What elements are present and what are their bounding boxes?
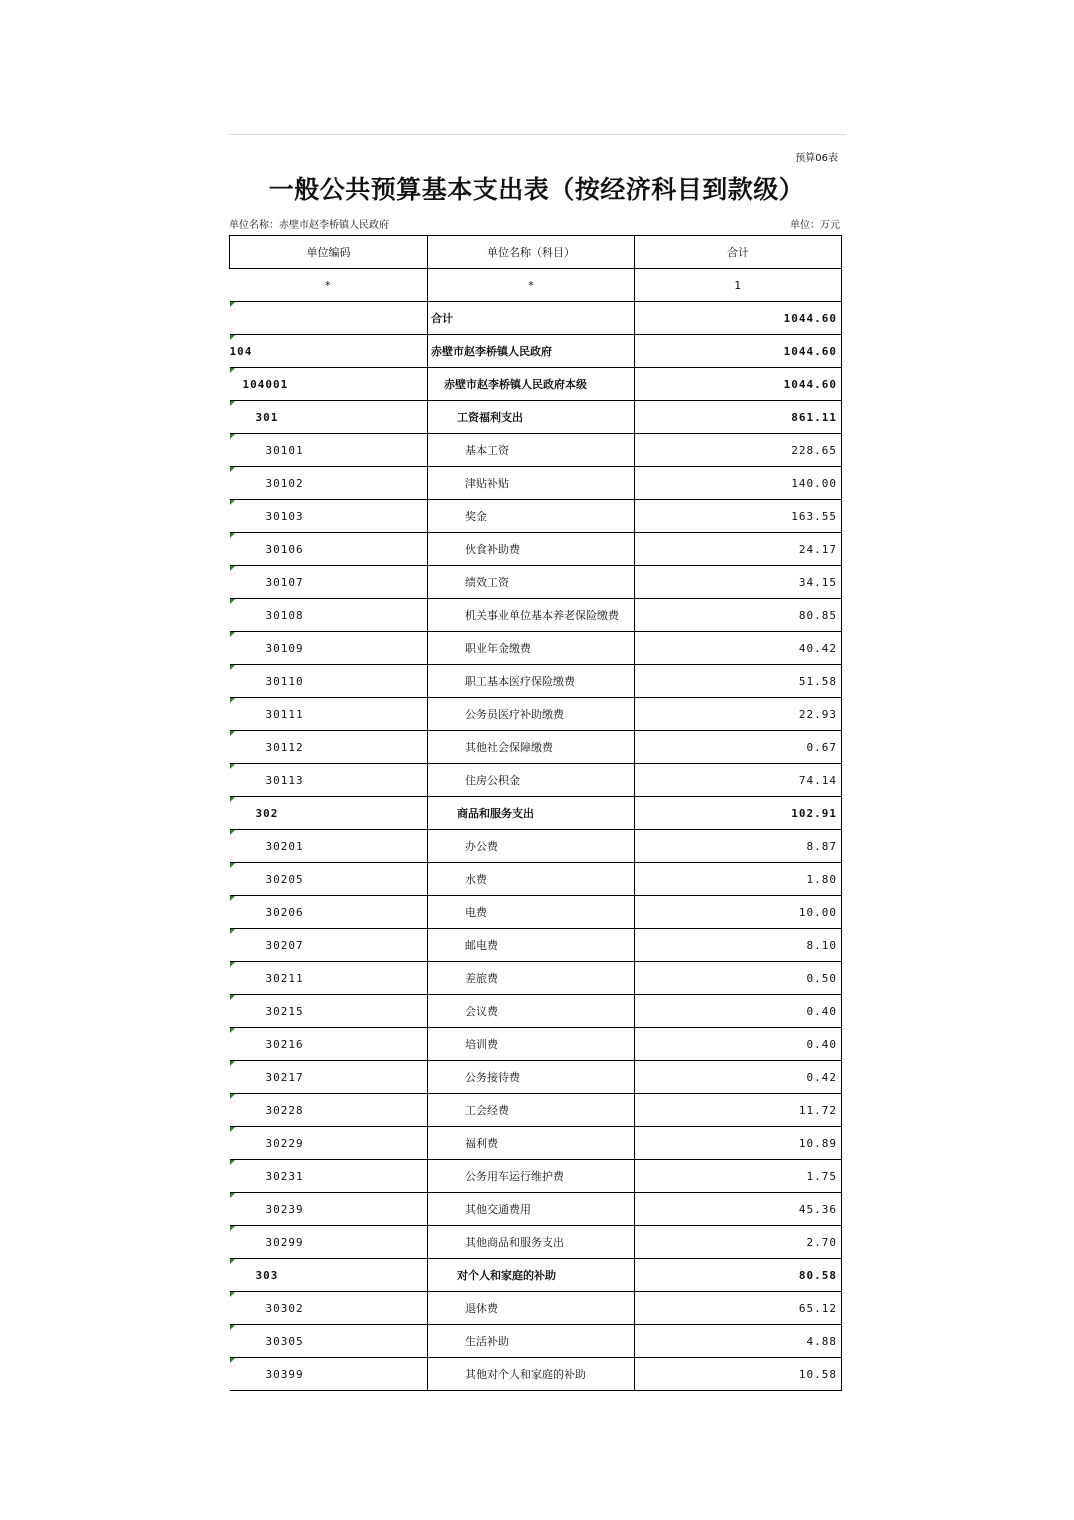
row-code: 30107 bbox=[265, 575, 304, 589]
row-name: 邮电费 bbox=[465, 939, 498, 952]
row-code-cell bbox=[230, 1226, 428, 1259]
row-code-cell bbox=[230, 1358, 428, 1391]
top-rule bbox=[229, 134, 846, 135]
row-name: 会议费 bbox=[465, 1005, 498, 1018]
table-row bbox=[230, 467, 842, 500]
row-code: 30108 bbox=[265, 608, 304, 622]
row-code-cell bbox=[230, 830, 428, 863]
cell-marker-icon bbox=[230, 797, 235, 802]
table-row bbox=[230, 1028, 842, 1061]
cell-marker-icon bbox=[230, 731, 235, 736]
row-code: 30299 bbox=[265, 1235, 304, 1249]
row-name: 津贴补贴 bbox=[465, 477, 509, 490]
row-code-cell bbox=[230, 1193, 428, 1226]
row-code-cell bbox=[230, 1259, 428, 1292]
row-name: 商品和服务支出 bbox=[457, 807, 534, 820]
row-name-cell bbox=[428, 632, 635, 665]
row-name: 住房公积金 bbox=[465, 774, 520, 787]
row-name-cell bbox=[428, 764, 635, 797]
row-name-cell bbox=[428, 1226, 635, 1259]
table-row bbox=[230, 995, 842, 1028]
row-code: 30399 bbox=[265, 1367, 304, 1381]
table-row bbox=[230, 929, 842, 962]
row-name: 公务用车运行维护费 bbox=[465, 1170, 564, 1183]
row-amount: 0.40 bbox=[635, 995, 842, 1028]
row-amount: 861.11 bbox=[635, 401, 842, 434]
cell-marker-icon bbox=[230, 500, 235, 505]
row-amount: 24.17 bbox=[635, 533, 842, 566]
cell-marker-icon bbox=[230, 1325, 235, 1330]
row-name: 福利费 bbox=[465, 1137, 498, 1150]
table-row bbox=[230, 1127, 842, 1160]
row-code: 30216 bbox=[265, 1037, 304, 1051]
table-row bbox=[230, 698, 842, 731]
table-row bbox=[230, 632, 842, 665]
subheader-total: 1 bbox=[635, 269, 842, 302]
header-total: 合计 bbox=[635, 236, 842, 269]
row-code-cell bbox=[230, 1028, 428, 1061]
row-code: 30101 bbox=[265, 443, 304, 457]
row-name-cell bbox=[428, 566, 635, 599]
row-name: 伙食补助费 bbox=[465, 543, 520, 556]
row-name-cell bbox=[428, 467, 635, 500]
table-row bbox=[230, 764, 842, 797]
row-code-cell bbox=[230, 467, 428, 500]
row-code-cell bbox=[230, 896, 428, 929]
row-name: 公务接待费 bbox=[465, 1071, 520, 1084]
unit-label: 单位：万元 bbox=[790, 220, 840, 231]
row-amount: 65.12 bbox=[635, 1292, 842, 1325]
table-row bbox=[230, 1358, 842, 1391]
row-amount: 1044.60 bbox=[635, 368, 842, 401]
table-row bbox=[230, 1292, 842, 1325]
cell-marker-icon bbox=[230, 830, 235, 835]
row-amount: 0.40 bbox=[635, 1028, 842, 1061]
row-name: 电费 bbox=[465, 906, 487, 919]
row-code: 30207 bbox=[265, 938, 304, 952]
table-row bbox=[230, 1160, 842, 1193]
row-amount: 1.80 bbox=[635, 863, 842, 896]
row-name-cell bbox=[428, 797, 635, 830]
row-name-cell bbox=[428, 1028, 635, 1061]
row-code-cell bbox=[230, 335, 428, 368]
row-name: 办公费 bbox=[465, 840, 498, 853]
cell-marker-icon bbox=[230, 632, 235, 637]
row-code: 30201 bbox=[265, 839, 304, 853]
row-amount: 163.55 bbox=[635, 500, 842, 533]
row-code-cell bbox=[230, 434, 428, 467]
cell-marker-icon bbox=[230, 1160, 235, 1165]
row-amount: 10.00 bbox=[635, 896, 842, 929]
row-code-cell bbox=[230, 863, 428, 896]
row-name: 基本工资 bbox=[465, 444, 509, 457]
row-code: 302 bbox=[255, 806, 279, 820]
row-name-cell bbox=[428, 533, 635, 566]
row-name-cell bbox=[428, 830, 635, 863]
unit-name-label: 单位名称：赤壁市赵李桥镇人民政府 bbox=[229, 220, 389, 231]
row-name-cell bbox=[428, 401, 635, 434]
table-header-row bbox=[230, 236, 842, 269]
cell-marker-icon bbox=[230, 995, 235, 1000]
cell-marker-icon bbox=[230, 368, 235, 373]
row-code: 303 bbox=[255, 1268, 279, 1282]
row-name: 奖金 bbox=[465, 510, 487, 523]
row-code-cell bbox=[230, 698, 428, 731]
row-code: 104001 bbox=[242, 377, 289, 391]
table-row bbox=[230, 830, 842, 863]
row-name-cell bbox=[428, 599, 635, 632]
row-code-cell bbox=[230, 962, 428, 995]
row-name: 赤壁市赵李桥镇人民政府本级 bbox=[444, 378, 587, 391]
table-row bbox=[230, 665, 842, 698]
subheader-name: * bbox=[428, 269, 635, 302]
cell-marker-icon bbox=[230, 698, 235, 703]
table-row bbox=[230, 500, 842, 533]
table-row bbox=[230, 797, 842, 830]
row-name-cell bbox=[428, 1325, 635, 1358]
row-code: 30103 bbox=[265, 509, 304, 523]
row-amount: 2.70 bbox=[635, 1226, 842, 1259]
cell-marker-icon bbox=[230, 929, 235, 934]
row-name-cell bbox=[428, 500, 635, 533]
row-code-cell bbox=[230, 731, 428, 764]
row-name-cell bbox=[428, 1193, 635, 1226]
row-code: 30211 bbox=[265, 971, 304, 985]
row-code-cell bbox=[230, 1094, 428, 1127]
row-name: 差旅费 bbox=[465, 972, 498, 985]
row-code-cell bbox=[230, 533, 428, 566]
row-code-cell bbox=[230, 401, 428, 434]
table-row bbox=[230, 335, 842, 368]
row-code: 30110 bbox=[265, 674, 304, 688]
row-code-cell bbox=[230, 797, 428, 830]
row-amount: 22.93 bbox=[635, 698, 842, 731]
cell-marker-icon bbox=[230, 1028, 235, 1033]
header-name: 单位名称（科目） bbox=[428, 236, 635, 269]
budget-table bbox=[229, 235, 842, 1391]
row-amount: 0.67 bbox=[635, 731, 842, 764]
row-code: 30206 bbox=[265, 905, 304, 919]
cell-marker-icon bbox=[230, 434, 235, 439]
table-row bbox=[230, 731, 842, 764]
row-amount: 34.15 bbox=[635, 566, 842, 599]
row-name-cell bbox=[428, 1292, 635, 1325]
row-code-cell bbox=[230, 1127, 428, 1160]
row-code-cell bbox=[230, 1061, 428, 1094]
row-code-cell bbox=[230, 566, 428, 599]
row-code: 301 bbox=[255, 410, 279, 424]
table-subheader-row bbox=[230, 269, 842, 302]
cell-marker-icon bbox=[230, 599, 235, 604]
row-name: 其他商品和服务支出 bbox=[465, 1236, 564, 1249]
row-code: 30302 bbox=[265, 1301, 304, 1315]
cell-marker-icon bbox=[230, 1127, 235, 1132]
row-code-cell bbox=[230, 632, 428, 665]
row-name: 绩效工资 bbox=[465, 576, 509, 589]
row-name-cell bbox=[428, 863, 635, 896]
row-amount: 8.87 bbox=[635, 830, 842, 863]
cell-marker-icon bbox=[230, 665, 235, 670]
row-name: 公务员医疗补助缴费 bbox=[465, 708, 564, 721]
row-code-cell bbox=[230, 302, 428, 335]
row-amount: 80.85 bbox=[635, 599, 842, 632]
row-code: 30215 bbox=[265, 1004, 304, 1018]
row-name-cell bbox=[428, 1127, 635, 1160]
table-row bbox=[230, 863, 842, 896]
row-name-cell bbox=[428, 731, 635, 764]
form-number: 预算06表 bbox=[795, 153, 838, 164]
cell-marker-icon bbox=[230, 1094, 235, 1099]
cell-marker-icon bbox=[230, 1193, 235, 1198]
row-name-cell bbox=[428, 995, 635, 1028]
table-body bbox=[230, 302, 842, 1391]
row-name-cell bbox=[428, 1160, 635, 1193]
row-amount: 10.58 bbox=[635, 1358, 842, 1391]
row-code: 30102 bbox=[265, 476, 304, 490]
row-amount: 1044.60 bbox=[635, 302, 842, 335]
row-name: 退休费 bbox=[465, 1302, 498, 1315]
row-code-cell bbox=[230, 1160, 428, 1193]
row-code-cell bbox=[230, 368, 428, 401]
row-amount: 4.88 bbox=[635, 1325, 842, 1358]
row-name: 其他对个人和家庭的补助 bbox=[465, 1368, 586, 1381]
row-name-cell bbox=[428, 1259, 635, 1292]
table-row bbox=[230, 1325, 842, 1358]
row-code: 30106 bbox=[265, 542, 304, 556]
row-name-cell bbox=[428, 962, 635, 995]
row-amount: 51.58 bbox=[635, 665, 842, 698]
row-code: 30205 bbox=[265, 872, 304, 886]
row-code: 30113 bbox=[265, 773, 304, 787]
row-name-cell bbox=[428, 929, 635, 962]
table-row bbox=[230, 368, 842, 401]
cell-marker-icon bbox=[230, 764, 235, 769]
table-row bbox=[230, 566, 842, 599]
row-name: 水费 bbox=[465, 873, 487, 886]
page-title: 一般公共预算基本支出表（按经济科目到款级） bbox=[268, 175, 805, 204]
cell-marker-icon bbox=[230, 1358, 235, 1363]
cell-marker-icon bbox=[230, 401, 235, 406]
row-amount: 102.91 bbox=[635, 797, 842, 830]
row-name-cell bbox=[428, 896, 635, 929]
table-row bbox=[230, 962, 842, 995]
row-name-cell bbox=[428, 665, 635, 698]
row-name-cell bbox=[428, 434, 635, 467]
row-name-cell bbox=[428, 1061, 635, 1094]
row-code: 30229 bbox=[265, 1136, 304, 1150]
row-code-cell bbox=[230, 929, 428, 962]
row-code: 30231 bbox=[265, 1169, 304, 1183]
row-amount: 11.72 bbox=[635, 1094, 842, 1127]
row-code-cell bbox=[230, 500, 428, 533]
row-code-cell bbox=[230, 665, 428, 698]
row-code-cell bbox=[230, 995, 428, 1028]
row-amount: 40.42 bbox=[635, 632, 842, 665]
row-name-cell bbox=[428, 302, 635, 335]
subheader-code: * bbox=[230, 269, 428, 302]
cell-marker-icon bbox=[230, 1259, 235, 1264]
row-name: 机关事业单位基本养老保险缴费 bbox=[465, 609, 619, 622]
cell-marker-icon bbox=[230, 962, 235, 967]
row-name-cell bbox=[428, 335, 635, 368]
cell-marker-icon bbox=[230, 1226, 235, 1231]
row-amount: 0.50 bbox=[635, 962, 842, 995]
table-row bbox=[230, 401, 842, 434]
cell-marker-icon bbox=[230, 863, 235, 868]
table-row bbox=[230, 599, 842, 632]
cell-marker-icon bbox=[230, 302, 235, 307]
row-name: 赤壁市赵李桥镇人民政府 bbox=[431, 345, 552, 358]
table-row bbox=[230, 1259, 842, 1292]
table-row bbox=[230, 1061, 842, 1094]
row-name: 职业年金缴费 bbox=[465, 642, 531, 655]
row-code-cell bbox=[230, 1325, 428, 1358]
row-amount: 8.10 bbox=[635, 929, 842, 962]
row-amount: 1044.60 bbox=[635, 335, 842, 368]
row-name: 其他交通费用 bbox=[465, 1203, 531, 1216]
table-row bbox=[230, 1226, 842, 1259]
row-code: 30305 bbox=[265, 1334, 304, 1348]
row-amount: 74.14 bbox=[635, 764, 842, 797]
row-name: 对个人和家庭的补助 bbox=[457, 1269, 556, 1282]
row-amount: 1.75 bbox=[635, 1160, 842, 1193]
row-name: 生活补助 bbox=[465, 1335, 509, 1348]
cell-marker-icon bbox=[230, 1292, 235, 1297]
row-amount: 0.42 bbox=[635, 1061, 842, 1094]
row-code: 104 bbox=[229, 344, 253, 358]
row-code-cell bbox=[230, 1292, 428, 1325]
table-row bbox=[230, 896, 842, 929]
row-name-cell bbox=[428, 1358, 635, 1391]
row-name: 培训费 bbox=[465, 1038, 498, 1051]
row-name: 工资福利支出 bbox=[457, 411, 523, 424]
row-name: 工会经费 bbox=[465, 1104, 509, 1117]
cell-marker-icon bbox=[230, 896, 235, 901]
row-code: 30109 bbox=[265, 641, 304, 655]
row-amount: 228.65 bbox=[635, 434, 842, 467]
row-code-cell bbox=[230, 599, 428, 632]
row-amount: 45.36 bbox=[635, 1193, 842, 1226]
table-row bbox=[230, 302, 842, 335]
row-code: 30239 bbox=[265, 1202, 304, 1216]
row-code: 30112 bbox=[265, 740, 304, 754]
cell-marker-icon bbox=[230, 1061, 235, 1066]
table-row bbox=[230, 1193, 842, 1226]
cell-marker-icon bbox=[230, 467, 235, 472]
row-code-cell bbox=[230, 764, 428, 797]
table-row bbox=[230, 533, 842, 566]
row-code: 30111 bbox=[265, 707, 304, 721]
cell-marker-icon bbox=[230, 335, 235, 340]
cell-marker-icon bbox=[230, 533, 235, 538]
row-name: 其他社会保障缴费 bbox=[465, 741, 553, 754]
header-code: 单位编码 bbox=[230, 236, 428, 269]
table-row bbox=[230, 434, 842, 467]
table-row bbox=[230, 1094, 842, 1127]
row-name-cell bbox=[428, 1094, 635, 1127]
row-code: 30217 bbox=[265, 1070, 304, 1084]
row-name-cell bbox=[428, 698, 635, 731]
row-name: 职工基本医疗保险缴费 bbox=[465, 675, 575, 688]
row-name: 合计 bbox=[431, 312, 453, 325]
cell-marker-icon bbox=[230, 566, 235, 571]
row-name-cell bbox=[428, 368, 635, 401]
row-amount: 80.58 bbox=[635, 1259, 842, 1292]
row-code: 30228 bbox=[265, 1103, 304, 1117]
row-amount: 140.00 bbox=[635, 467, 842, 500]
row-amount: 10.89 bbox=[635, 1127, 842, 1160]
